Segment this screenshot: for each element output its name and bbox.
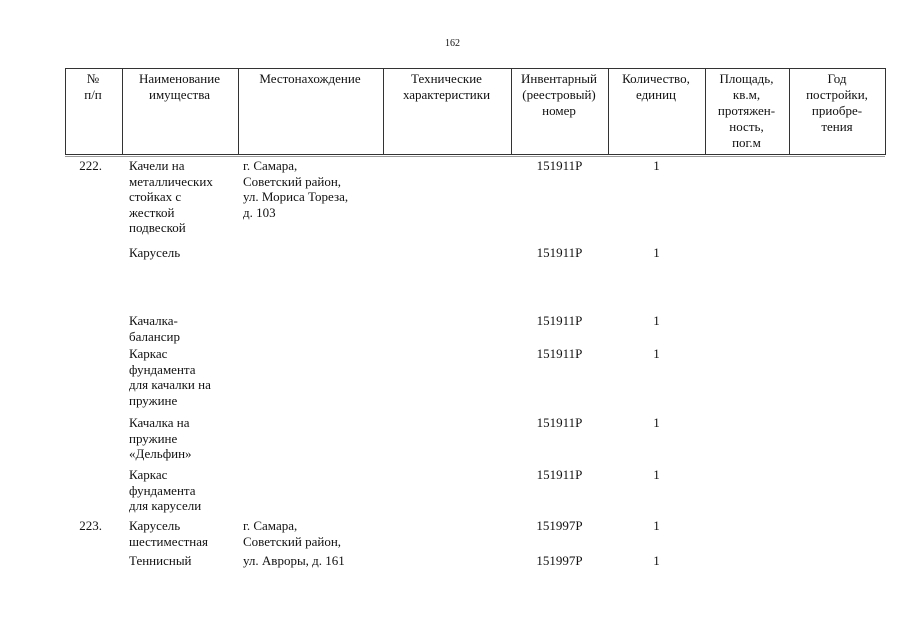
property-name: Качалка на пружине «Дельфин» [129,415,192,461]
column-header-specs: Технические характеристики [402,71,491,102]
property-name: Карусель [129,245,181,260]
column-divider [789,68,790,155]
property-location: ул. Авроры, д. 161 [243,553,345,568]
quantity: 1 [653,158,660,173]
inventory-number: 151911Р [536,346,583,361]
row-number: 223. [79,518,102,533]
quantity: 1 [653,467,660,482]
inventory-number: 151997Р [536,553,583,568]
property-location: г. Самара, Советский район, ул. Мориса Тореза, д. 103 [243,158,349,220]
inventory-number: 151911Р [536,467,583,482]
quantity: 1 [653,313,660,328]
column-header-area: Площадь, кв.м, протяжен- ность, пог.м [717,71,776,150]
column-header-location: Местонахождение [259,71,361,86]
column-divider [885,68,886,155]
column-header-year: Год постройки, приобре- тения [806,71,868,134]
quantity: 1 [653,415,660,430]
inventory-number: 151911Р [536,415,583,430]
column-divider [705,68,706,155]
column-header-number: № п/п [84,71,102,102]
property-location: г. Самара, Советский район, [243,518,342,549]
inventory-number: 151911Р [536,158,583,173]
quantity: 1 [653,553,660,568]
column-divider [608,68,609,155]
quantity: 1 [653,346,660,361]
column-header-inventory: Инвентарный (реестровый) номер [521,71,597,118]
row-number: 222. [79,158,102,173]
column-divider [65,68,66,155]
inventory-number: 151911Р [536,313,583,328]
property-name: Качели на металлических стойках с жесткой подвеской [129,158,213,235]
page-number: 162 [445,38,460,49]
column-divider [238,68,239,155]
property-name: Каркас фундамента для карусели [129,467,202,513]
property-name: Карусель шестиместная [129,518,208,549]
property-name: Качалка- балансир [129,313,180,344]
quantity: 1 [653,518,660,533]
property-name: Каркас фундамента для качалки на пружине [129,346,211,408]
header-bottom-rule [65,156,885,157]
column-header-name: Наименование имущества [139,71,220,102]
column-divider [122,68,123,155]
column-header-quantity: Количество, единиц [622,71,690,102]
inventory-number: 151911Р [536,245,583,260]
column-divider [383,68,384,155]
table-header [65,68,885,155]
property-name: Теннисный [129,553,192,568]
inventory-number: 151997Р [536,518,583,533]
column-divider [511,68,512,155]
quantity: 1 [653,245,660,260]
